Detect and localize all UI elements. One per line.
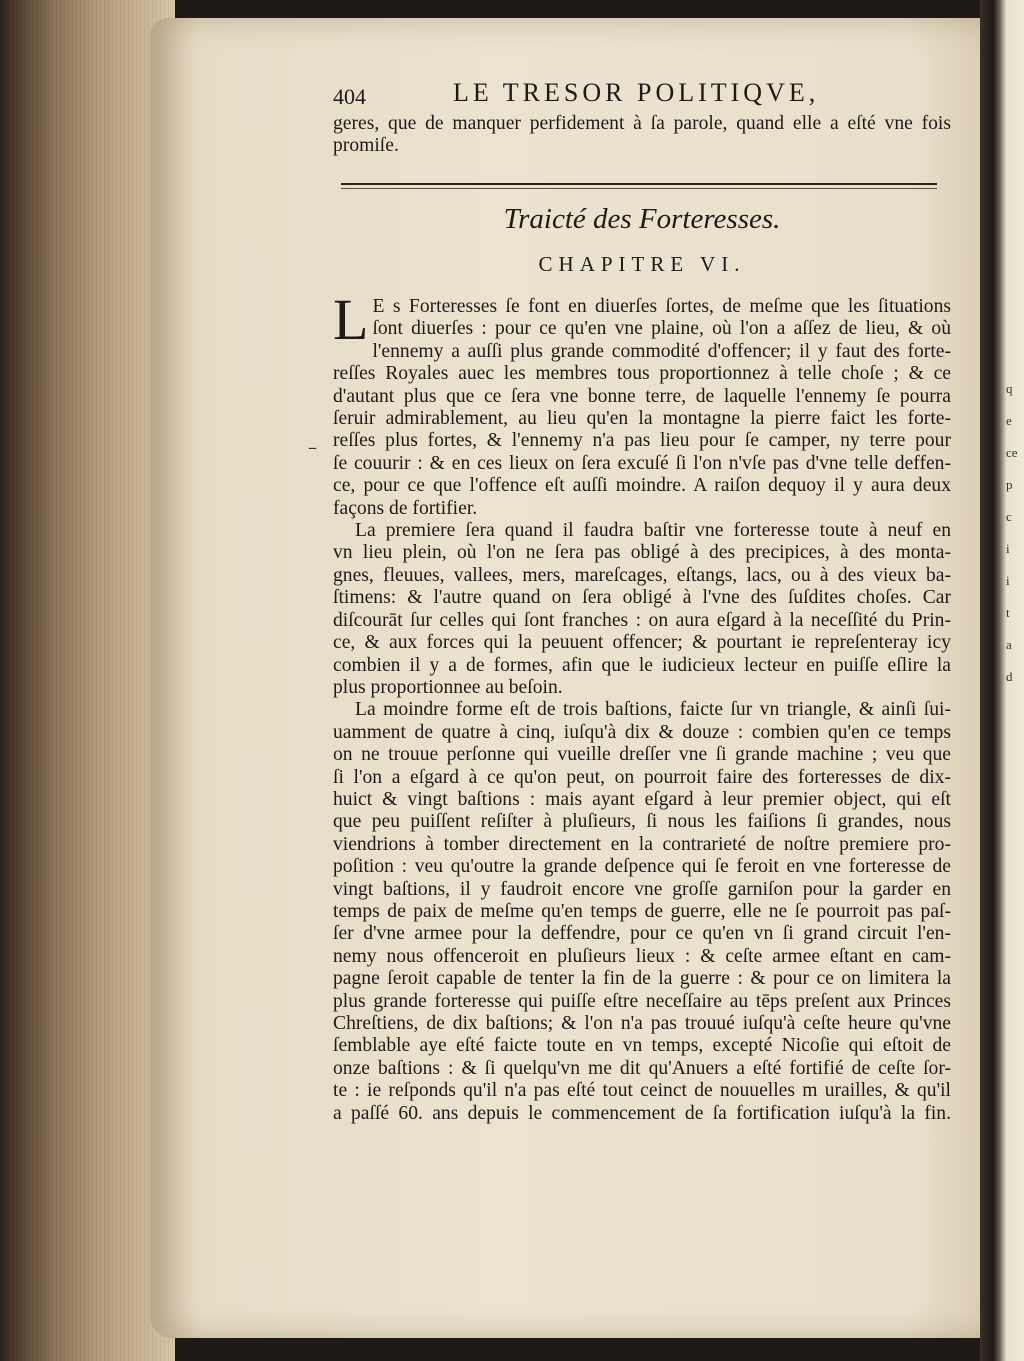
text-line: l'ennemy a auſſi plus grande commodité d'offencer; il y faut des forte-: [372, 340, 951, 362]
facing-mark: i: [1006, 541, 1010, 556]
text-line: vn lieu plein, où l'on ne ſera pas obligé à des precipices, à des monta-: [333, 542, 951, 564]
text-line: pagne ſeroit capable de tenter la fin de la guerre : & pour ce on limitera la: [333, 968, 951, 990]
text-line: gnes, fleuues, vallees, mers, mareſcages, eſtangs, lacs, ou à des vieux ba-: [333, 564, 951, 586]
facing-mark: i: [1006, 573, 1010, 588]
text-line: ſe couurir : & en ces lieux on ſera excuſé ſi l'on n'vſe pas d'vne telle deffen-: [333, 452, 951, 474]
page-number: 404: [333, 84, 366, 109]
text-line: plus grande forteresse qui puiſſe eſtre neceſſaire au tēps preſent aux Princes: [333, 990, 951, 1012]
text-line: combien il y a de formes, afin que le iudicieux lecteur en puiſſe eſlire la: [333, 654, 951, 676]
facing-mark: t: [1006, 605, 1010, 620]
text-line: La moindre forme eſt de trois baſtions, faicte ſur vn triangle, & ainſi ſui-: [355, 699, 951, 721]
text-line: Chreſtiens, de dix baſtions; & l'on n'a pas trouué iuſqu'à ceſte heure qu'vne: [333, 1013, 951, 1034]
facing-mark: p: [1006, 477, 1013, 492]
text-line: temps de paix de meſme qu'en temps de guerre, elle ne ſe pourroit pas paſ-: [333, 900, 951, 922]
text-line: plus proportionnee au beſoin.: [333, 676, 563, 698]
text-line: reſſes Royales auec les membres tous proportionnez à telle choſe ; & ce: [333, 363, 951, 385]
text-line: poſition : veu qu'outre la grande deſpence qui ſe feroit en vne forteresse de: [333, 856, 951, 878]
text-line: huict & vingt baſtions : mais ayant eſgard à leur premier object, qui eſt: [333, 788, 951, 810]
text-line: E s Forteresses ſe font en diuerſes ſortes, de meſme que les ſituations: [372, 296, 951, 317]
text-line: a paſſé 60. ans depuis le commencement de ſa fortification iuſqu'à la fin.: [333, 1102, 951, 1124]
text-line: façons de fortifier.: [333, 497, 478, 519]
text-line: reſſes plus fortes, & l'ennemy n'a pas lieu pour ſe camper, ny terre pour: [333, 430, 951, 452]
text-line: ſeruir admirablement, au lieu qu'en la montagne la pierre faict les forte-: [333, 408, 951, 430]
text-line: uamment de quatre à cinq, iuſqu'à dix & douze : combien qu'en ce temps: [333, 721, 951, 743]
facing-page-edge-text: [1006, 380, 1022, 700]
intro-text: [333, 113, 951, 158]
text-line: ſont diuerſes : pour ce qu'en vne plaine, où l'on a aſſez de lieu, & où: [372, 318, 951, 340]
section-title: Traicté des Forteresses.: [503, 203, 781, 235]
margin-mark: –: [308, 437, 317, 458]
text-line: te : ie reſponds qu'il n'a pas eſté tout ceinct de nouuelles m urailles, & qu'il: [333, 1080, 951, 1102]
page-header: [333, 78, 943, 118]
text-line: ce, & aux forces qui la peuuent offencer; & pourtant ie repreſenteray icy: [333, 632, 951, 654]
text-line: geres, que de manquer perfidement à ſa parole, quand elle a eſté vne fois: [333, 113, 951, 134]
text-line: ſtimens: & l'autre quand on ſera obligé à l'vne des ſuſdites choſes. Car: [333, 587, 951, 609]
section-divider: [341, 183, 937, 185]
text-line: on ne trouue perſonne qui vueille dreſſer vne ſi grande machine ; veu que: [333, 744, 951, 766]
chapter-body: [333, 287, 951, 1125]
text-line: ſemblable aye eſté faicte toute en vn temps, excepté Nicoſie qui eſtoit de: [333, 1035, 951, 1057]
book-fore-edge: [0, 0, 175, 1361]
text-line: viendrions à tomber directement en la contrarieté de noſtre premiere pro-: [333, 833, 951, 855]
running-title: LE TRESOR POLITIQVE,: [453, 78, 820, 107]
facing-mark: q: [1006, 381, 1013, 396]
text-line: onze baſtions : & ſi quelqu'vn me dit qu'Anuers a eſté fortifié de ceſte ſor-: [333, 1057, 951, 1079]
facing-mark: ce: [1006, 445, 1018, 460]
facing-mark: c: [1006, 509, 1012, 524]
text-line: vingt baſtions, il y faudroit encore vne groſſe garniſon pour la garder en: [333, 878, 951, 900]
text-line: promiſe.: [333, 135, 399, 157]
chapter-heading: CHAPITRE VI.: [538, 252, 746, 276]
text-line: ſi l'on a eſgard à ce qu'on peut, on pourroit faire des forteresses de dix-: [333, 766, 951, 788]
facing-mark: d: [1006, 669, 1013, 684]
text-line: ſer d'vne armee pour la deffendre, pour ce qu'en vn ſi grand circuit l'en-: [333, 923, 951, 945]
drop-cap: L: [333, 287, 369, 352]
facing-mark: e: [1006, 413, 1012, 428]
text-line: d'autant plus que ce ſera vne bonne terre, de laquelle l'ennemy ſe pourra: [333, 385, 951, 407]
text-line: ce, pour ce que l'offence eſt auſſi moindre. A raiſon dequoy il y aura deux: [333, 475, 951, 497]
facing-mark: a: [1006, 637, 1012, 652]
text-line: nemy nous offenceroit en pluſieurs lieux : & ceſte armee eſtant en cam-: [333, 945, 951, 967]
text-line: diſcourāt ſur celles qui ſont franches : on aura eſgard à la neceſſité du Prin-: [333, 609, 951, 631]
text-line: que peu puiſſent reſiſter à pluſieurs, ſi nous les faiſions ſi grandes, nous: [333, 811, 951, 833]
text-line: La premiere ſera quand il faudra baſtir vne forteresse toute à neuf en: [355, 520, 951, 542]
